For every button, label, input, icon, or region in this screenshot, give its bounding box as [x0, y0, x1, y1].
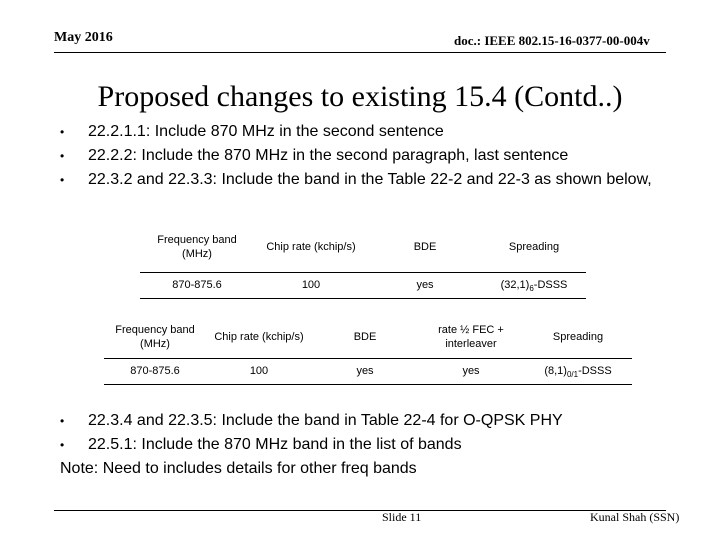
spreading-code: (8,1) [544, 365, 567, 377]
table-header-bde: BDE [312, 316, 418, 358]
bullet-text: 22.3.4 and 22.3.5: Include the band in Table 22-4 for O-QPSK PHY [88, 412, 563, 429]
table-header-fec: rate ½ FEC + interleaver [418, 316, 524, 358]
table-cell-bde: yes [312, 358, 418, 384]
table-cell-fec: yes [418, 358, 524, 384]
bullet-item [60, 433, 690, 457]
band-table-22-3 [104, 316, 632, 385]
table-cell-chip-rate: 100 [254, 272, 368, 298]
footer-divider [54, 510, 666, 511]
spreading-code: (32,1) [500, 279, 530, 291]
bullet-text: 22.5.1: Include the 870 MHz band in the list of bands [88, 436, 462, 453]
bullet-marker: • [60, 125, 65, 139]
table-cell-frequency: 870-875.6 [104, 358, 206, 384]
bullet-item [60, 409, 690, 433]
table-cell-frequency: 870-875.6 [140, 272, 254, 298]
bullet-marker: • [60, 438, 65, 452]
table-header-chip-rate: Chip rate (kchip/s) [206, 316, 312, 358]
spreading-suffix: -DSSS [578, 365, 612, 377]
bullet-text: 22.3.2 and 22.3.3: Include the band in the Table 22-2 and 22-3 as shown below, [88, 171, 652, 188]
bullet-item [60, 168, 660, 192]
bullet-marker: • [60, 149, 65, 163]
table-header-chip-rate: Chip rate (kchip/s) [254, 222, 368, 272]
bullet-list-top [60, 120, 660, 192]
table-cell-spreading [482, 272, 586, 298]
table-header-frequency: Frequency band (MHz) [104, 316, 206, 358]
bullet-marker: • [60, 414, 65, 428]
header-date: May 2016 [54, 30, 113, 45]
table-header-frequency: Frequency band (MHz) [140, 222, 254, 272]
bullet-marker: • [60, 173, 65, 187]
header-doc-id: doc.: IEEE 802.15-16-0377-00-004v [454, 33, 650, 48]
table-cell-spreading [524, 358, 632, 384]
band-table-22-2 [140, 222, 586, 299]
table-header-bde: BDE [368, 222, 482, 272]
bullet-item [60, 144, 660, 168]
bullet-text: 22.2.2: Include the 870 MHz in the second paragraph, last sentence [88, 147, 569, 164]
bullet-text: 22.2.1.1: Include 870 MHz in the second sentence [88, 123, 444, 140]
footer-author: Kunal Shah (SSN) [590, 510, 680, 524]
spreading-subscript: 6 [529, 284, 534, 294]
bullet-item [60, 120, 660, 144]
table-cell-chip-rate: 100 [206, 358, 312, 384]
table-cell-bde: yes [368, 272, 482, 298]
table-header-spreading: Spreading [524, 316, 632, 358]
bullet-list-bottom [60, 409, 690, 457]
slide-title: Proposed changes to existing 15.4 (Contd..) [97, 80, 623, 113]
table-header-spreading: Spreading [482, 222, 586, 272]
spreading-suffix: -DSSS [533, 279, 568, 291]
spreading-subscript: 0/1 [566, 370, 579, 380]
footer-slide-number: Slide 11 [382, 510, 422, 524]
note-text: Note: Need to includes details for other freq bands [60, 460, 417, 477]
header-divider [54, 52, 666, 53]
